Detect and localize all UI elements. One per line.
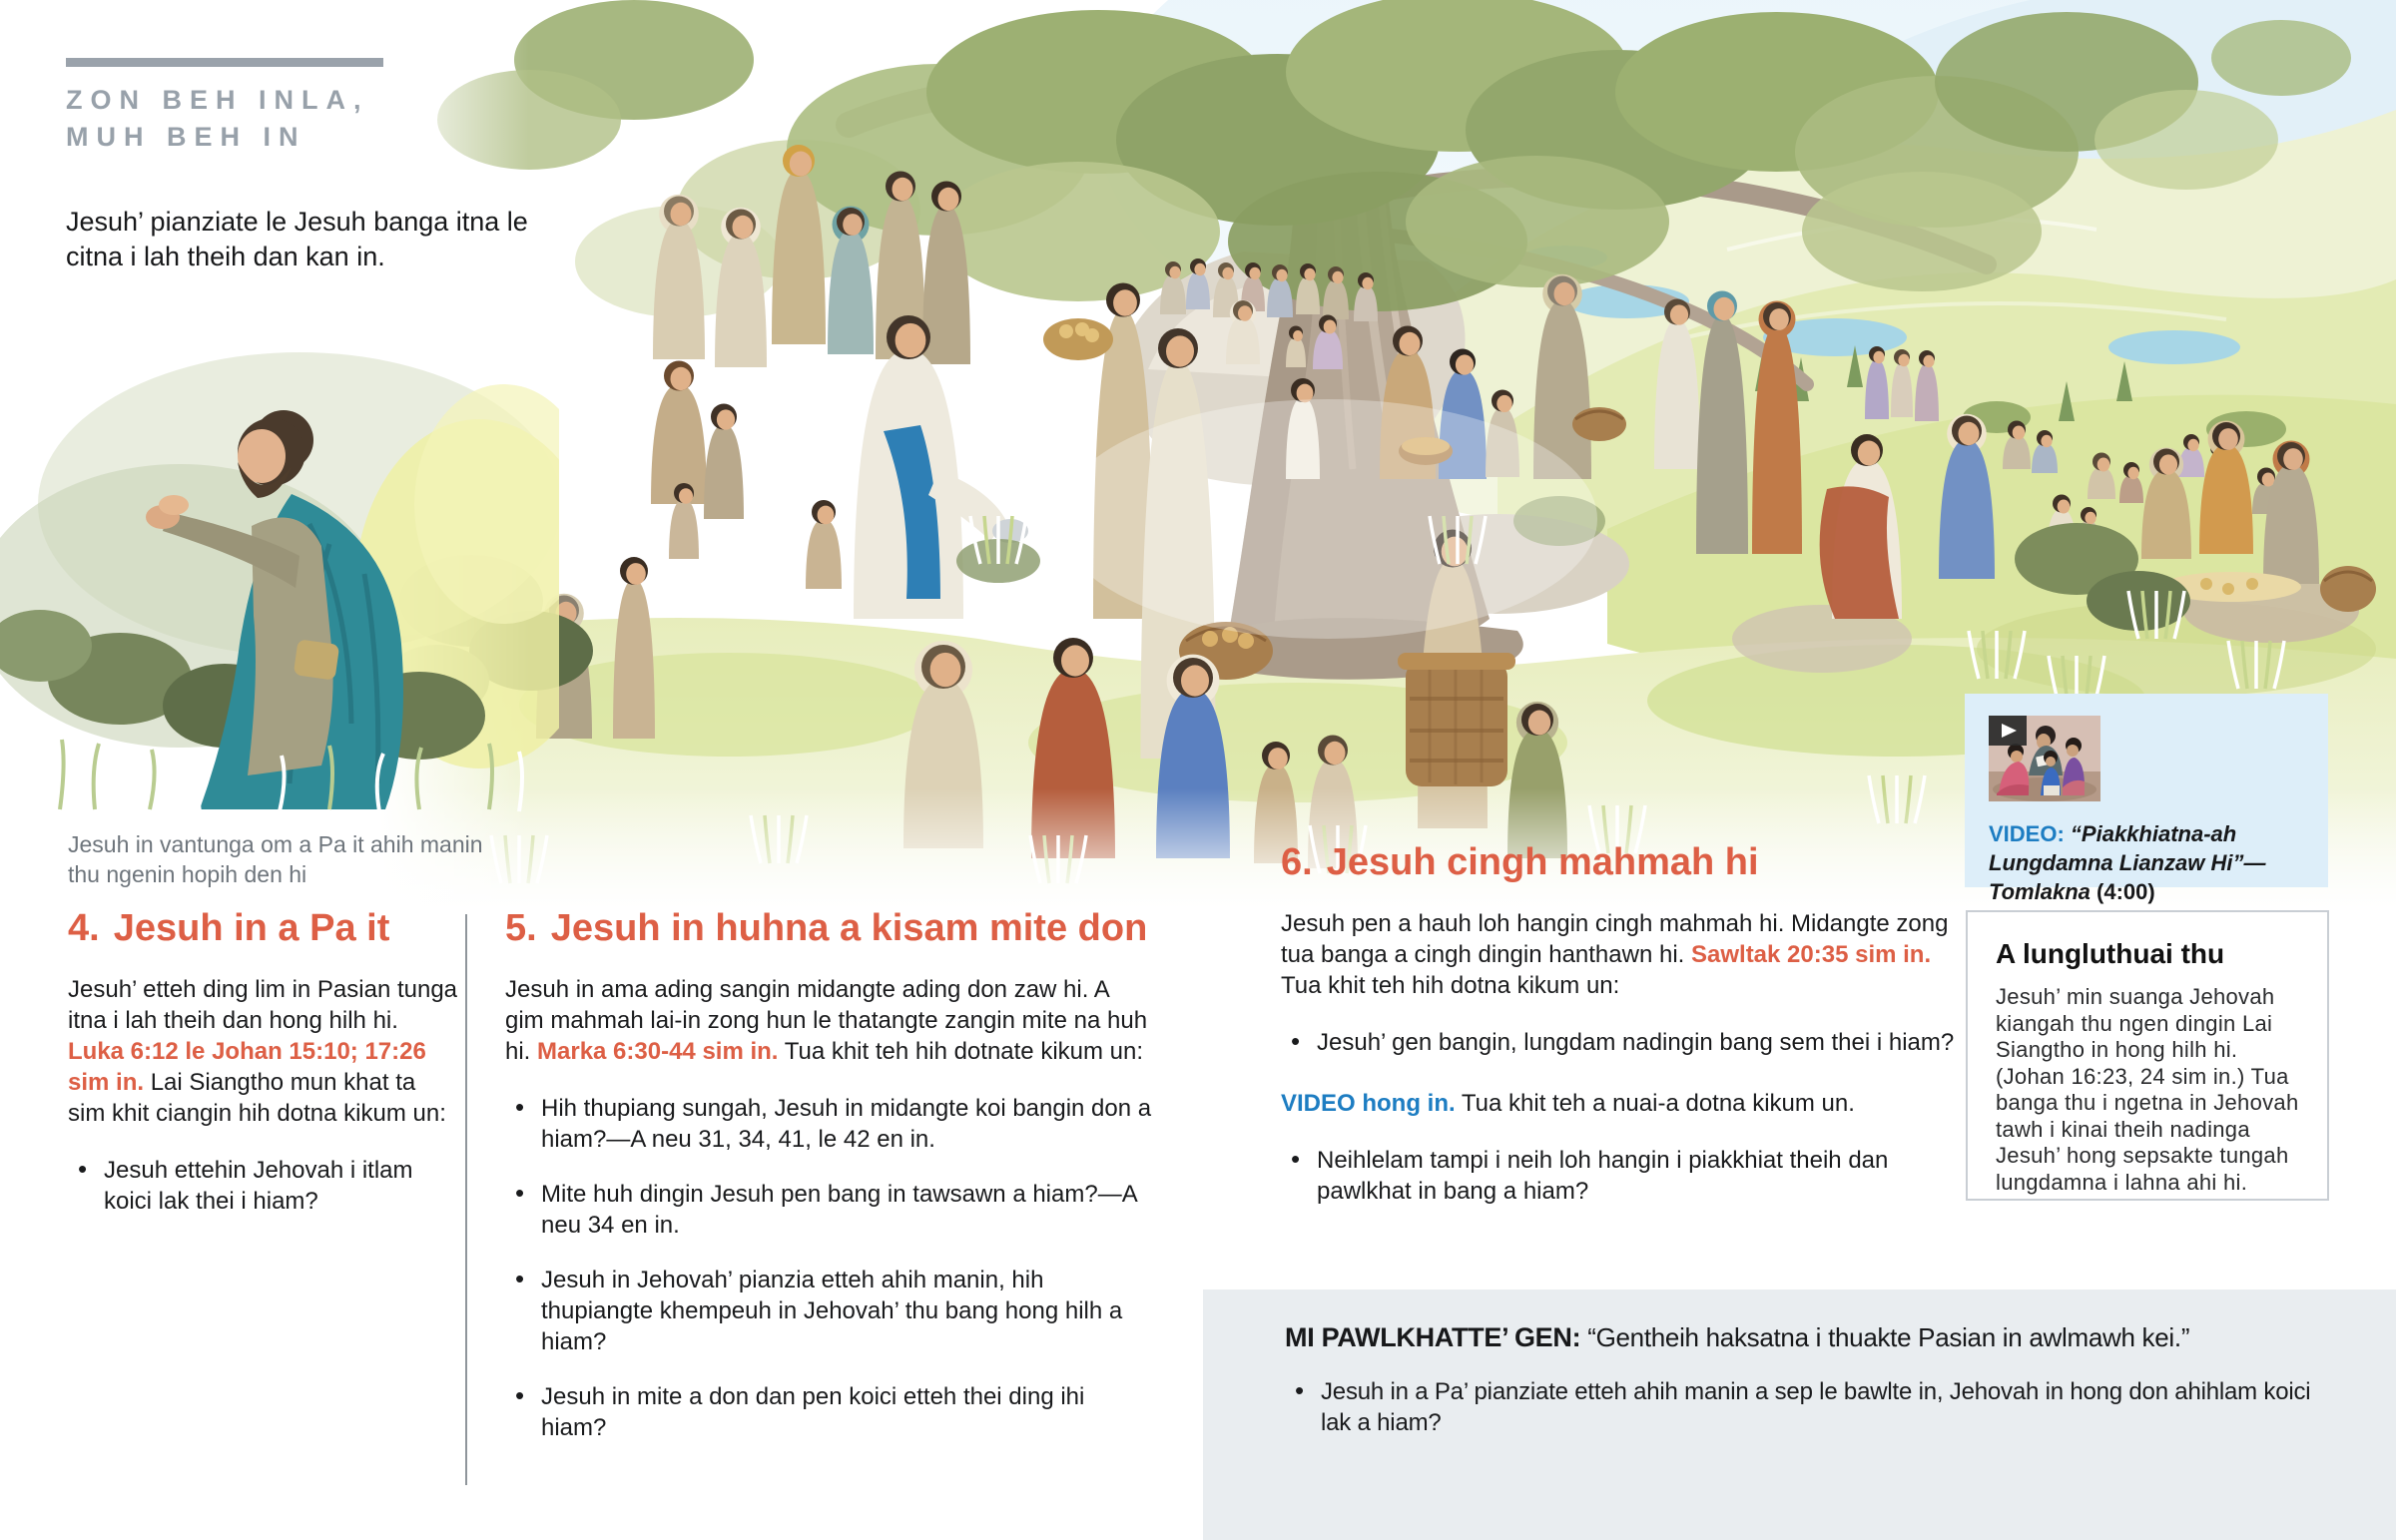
question-bullet bbox=[1281, 1027, 1958, 1058]
video-title: “Piakkhiatna-ah Lungdamna Lianzaw Hi”—Tomlakna bbox=[1989, 821, 2266, 904]
video-box bbox=[1965, 694, 2328, 904]
question-bullet bbox=[1281, 1145, 1958, 1207]
section-4-number: 4. bbox=[68, 907, 100, 949]
section-5-number: 5. bbox=[505, 907, 537, 949]
section-5-body bbox=[505, 974, 1152, 1067]
discussion-quote: “Gentheih haksatna i thuakte Pasian in awlmawh kei.” bbox=[1580, 1322, 2190, 1352]
question-text: Mite huh dingin Jesuh pen bang in tawsawn a hiam?—A neu 34 en in. bbox=[541, 1181, 1137, 1239]
sidebar-title: A lungluthuai thu bbox=[1996, 938, 2225, 969]
section-5-questions bbox=[505, 1093, 1152, 1443]
section-6-title bbox=[1281, 840, 1958, 884]
large-bread-basket bbox=[1398, 653, 1515, 786]
section-4-body-post: Lai Siangtho mun khat ta sim khit ciangin hih dotna kikum un: bbox=[68, 1069, 446, 1127]
question-bullet bbox=[505, 1265, 1152, 1357]
video-duration: (4:00) bbox=[2096, 879, 2155, 904]
question-text: Jesuh in Jehovah’ pianzia etteh ahih manin, hih thupiangte khempeuh in Jehovah’ thu bang hong hilh a hiam? bbox=[541, 1267, 1123, 1355]
question-bullet bbox=[505, 1093, 1152, 1155]
section-5-scripture-link[interactable]: Marka 6:30-44 sim in. bbox=[537, 1038, 779, 1065]
question-text: Jesuh in a Pa’ pianziate etteh ahih manin a sep le bawlte in, Jehovah in hong don ahihlam koici lak a hiam? bbox=[1321, 1378, 2311, 1436]
discussion-questions bbox=[1285, 1376, 2356, 1438]
section-4-body-pre: Jesuh’ etteh ding lim in Pasian tunga itna i lah theih dan hong hilh hi. bbox=[68, 976, 458, 1034]
kicker-bar bbox=[66, 58, 383, 67]
section-6-title-text: Jesuh cingh mahmah hi bbox=[1326, 841, 1759, 883]
prayer-image-caption: Jesuh in vantunga om a Pa it ahih manin thu ngenin hopih den hi bbox=[68, 831, 483, 887]
section-6-video-questions bbox=[1281, 1145, 1958, 1207]
section-5 bbox=[505, 906, 1152, 1467]
sidebar-body: Jesuh’ min suanga Jehovah kiangah thu ngen dingin Lai Siangtho in hong hilh hi. (Johan 16:23, 24 sim in.) Tua banga thu i ngetna in Jehovah tawh i kinai theih nadinga Jesuh’ hong sepsakte tungah lungdamna i lahna ahi hi. bbox=[1996, 984, 2299, 1195]
video-label: VIDEO: bbox=[1989, 821, 2065, 846]
page-kicker bbox=[66, 82, 369, 156]
section-4 bbox=[68, 906, 459, 1241]
section-6 bbox=[1281, 840, 1958, 1231]
section-5-body-pre: Jesuh in ama ading sangin midangte ading don zaw hi. A gim mahmah lai-in zong hun le thatangte zangin mite na huh hi. bbox=[505, 976, 1148, 1065]
section-5-title-text: Jesuh in huhna a kisam mite don bbox=[550, 907, 1148, 949]
kicker-line-2: MUH BEH IN bbox=[66, 122, 306, 152]
video-instruction-rest: Tua khit teh a nuai-a dotna kikum un. bbox=[1455, 1090, 1855, 1117]
section-6-scripture-link[interactable]: Sawltak 20:35 sim in. bbox=[1691, 941, 1932, 968]
section-6-body bbox=[1281, 908, 1958, 1001]
section-5-title bbox=[505, 906, 1152, 950]
sunlight-wash bbox=[1058, 399, 1597, 639]
video-caption[interactable] bbox=[1989, 819, 2306, 906]
section-6-body-pre: Jesuh pen a hauh loh hangin cingh mahmah hi. Midangte zong tua banga a cingh dingin hanthawn hi. bbox=[1281, 910, 1949, 968]
sidebar-box bbox=[1966, 910, 2329, 1201]
section-4-scripture-link[interactable]: Luka 6:12 le Johan 15:10; 17:26 sim in. bbox=[68, 1038, 426, 1096]
section-4-questions bbox=[68, 1155, 459, 1217]
question-bullet bbox=[505, 1381, 1152, 1443]
video-open-link[interactable]: VIDEO hong in. bbox=[1281, 1090, 1456, 1117]
question-bullet bbox=[1285, 1376, 2339, 1438]
discussion-label: MI PAWLKHATTE’ GEN: bbox=[1285, 1322, 1581, 1352]
discussion-heading bbox=[1285, 1321, 2356, 1354]
kicker-line-1: ZON BEH INLA, bbox=[66, 85, 369, 115]
section-4-title bbox=[68, 906, 459, 950]
question-text: Jesuh ettehin Jehovah i itlam koici lak thei i hiam? bbox=[104, 1157, 413, 1215]
section-6-questions bbox=[1281, 1027, 1958, 1058]
section-4-title-text: Jesuh in a Pa it bbox=[113, 907, 390, 949]
section-5-body-post: Tua khit teh hih dotnate kikum un: bbox=[778, 1038, 1144, 1065]
section-6-body-post: Tua khit teh hih dotna kikum un: bbox=[1281, 972, 1620, 999]
question-bullet bbox=[68, 1155, 459, 1217]
question-text: Jesuh’ gen bangin, lungdam nadingin bang sem thei i hiam? bbox=[1317, 1029, 1955, 1056]
praying-jesus-illustration bbox=[0, 344, 559, 813]
column-divider bbox=[465, 914, 467, 1485]
question-bullet bbox=[505, 1179, 1152, 1241]
discussion-panel bbox=[1203, 1289, 2396, 1540]
question-text: Jesuh in mite a don dan pen koici etteh thei ding ihi hiam? bbox=[541, 1383, 1085, 1441]
video-thumbnail[interactable] bbox=[1989, 716, 2100, 801]
intro-text: Jesuh’ pianziate le Jesuh banga itna le citna i lah theih dan kan in. bbox=[66, 207, 528, 271]
question-text: Hih thupiang sungah, Jesuh in midangte koi bangin don a hiam?—A neu 31, 34, 41, le 42 en in. bbox=[541, 1095, 1152, 1153]
video-instruction-line bbox=[1281, 1088, 1958, 1119]
question-text: Neihlelam tampi i neih loh hangin i piakkhiat theih dan pawlkhat in bang a hiam? bbox=[1317, 1147, 1889, 1205]
section-6-number: 6. bbox=[1281, 841, 1313, 883]
section-4-body bbox=[68, 974, 459, 1129]
